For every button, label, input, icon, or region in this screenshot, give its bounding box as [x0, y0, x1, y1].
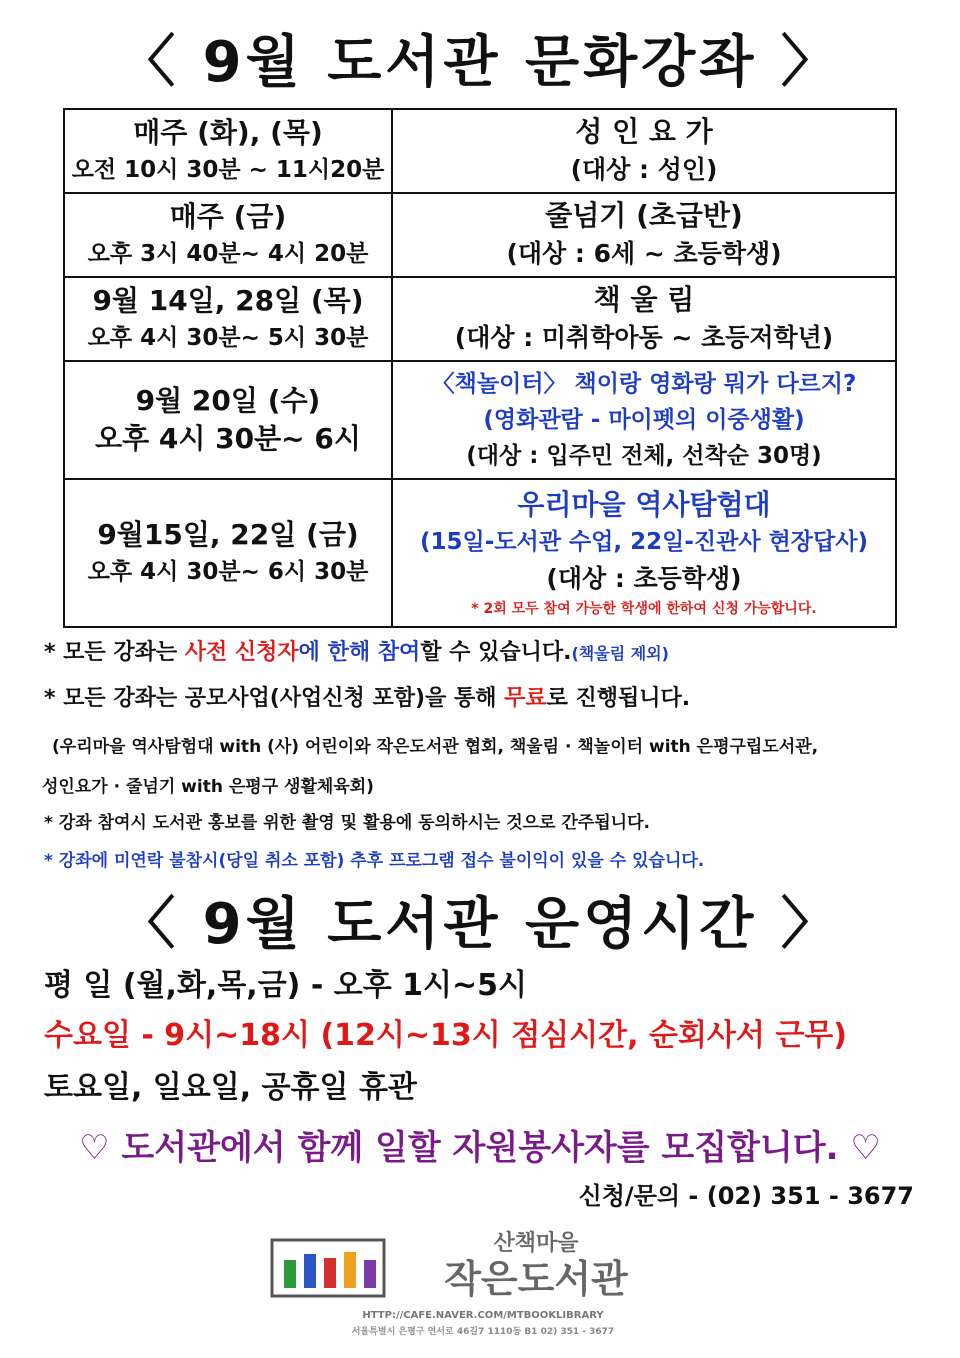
schedule-time-cell	[64, 109, 392, 193]
notice-text: * 모든 강좌는	[44, 640, 185, 665]
program-name: 성 인 요 가	[575, 115, 713, 148]
hours-closed: 토요일, 일요일, 공휴일 휴관	[44, 1070, 417, 1105]
schedule-time: 오후 3시 40분~ 4시 20분	[87, 241, 369, 267]
schedule-time: 오전 10시 30분 ~ 11시20분	[71, 157, 385, 183]
schedule-time: 오후 4시 30분~ 5시 30분	[87, 325, 369, 351]
program-note: * 2회 모두 참여 가능한 학생에 한하여 신청 가능합니다.	[471, 601, 817, 617]
hours-wednesday: 수요일 - 9시~18시 (12시~13시 점심시간, 순회사서 근무)	[44, 1018, 847, 1053]
program-target: (대상 : 미취학아동 ~ 초등저학년)	[454, 323, 834, 352]
notice-free	[44, 678, 924, 728]
notice-registration	[44, 638, 924, 678]
program-target: (대상 : 입주민 전체, 선착순 30명)	[466, 443, 822, 469]
schedule-day: 매주 (화), (목)	[133, 116, 323, 149]
schedule-time: 오후 4시 30분~ 6시 30분	[87, 559, 369, 585]
table-row	[64, 277, 896, 361]
schedule-program-cell	[392, 361, 896, 479]
notice-text: 로 진행됩니다.	[546, 686, 691, 711]
logo-top-text: 산책마을	[493, 1231, 579, 1256]
table-row	[64, 193, 896, 277]
contact-info: 신청/문의 - (02) 351 - 3677	[578, 1182, 914, 1210]
hours-title: 〈 9월 도서관 운영시간 〉	[119, 892, 841, 957]
program-name: 우리마을 역사탐험대	[517, 488, 771, 521]
table-row	[64, 361, 896, 479]
schedule-program-cell	[392, 193, 896, 277]
schedule-program-cell	[392, 109, 896, 193]
volunteer-recruit: ♡ 도서관에서 함께 일할 자원봉사자를 모집합니다. ♡	[79, 1128, 881, 1168]
schedule-time-cell	[64, 277, 392, 361]
logo-main-text: 작은도서관	[444, 1257, 628, 1301]
program-name: 〈책놀이터〉 책이랑 영화랑 뭐가 다르지?	[431, 371, 857, 397]
program-target: (대상 : 초등학생)	[546, 564, 742, 593]
hours-weekday: 평 일 (월,화,목,금) - 오후 1시~5시	[44, 968, 527, 1003]
notice-text: * 모든 강좌는 공모사업(사업신청 포함)을 통해	[44, 686, 505, 711]
library-logo	[268, 1226, 698, 1346]
lecture-title: 〈 9월 도서관 문화강좌 〉	[119, 30, 841, 95]
schedule-time-cell	[64, 361, 392, 479]
notice-no-show: * 강좌에 미연락 불참시(당일 취소 포함) 추후 프로그램 접수 불이익이 있을 수 있습니다.	[44, 851, 705, 871]
notice-highlight: 사전 신청자	[184, 640, 299, 665]
schedule-program-cell	[392, 479, 896, 627]
program-detail: (15일-도서관 수업, 22일-진관사 현장답사)	[420, 529, 868, 555]
logo-book	[364, 1260, 376, 1288]
schedule-day: 9월 20일 (수)	[135, 384, 321, 417]
schedule-day: 9월15일, 22일 (금)	[97, 518, 359, 551]
notice-text: 할 수 있습니다.	[420, 640, 572, 665]
logo-book	[284, 1260, 296, 1288]
program-target: (대상 : 6세 ~ 초등학생)	[506, 239, 782, 268]
library-logo-graphic	[268, 1226, 698, 1346]
notice-partners: (우리마을 역사탐험대 with (사) 어린이와 작은도서관 협회, 책울림 · 책놀이터 with 은평구립도서관,	[52, 737, 819, 757]
logo-url: HTTP://CAFE.NAVER.COM/MTBOOKLIBRARY	[362, 1310, 604, 1321]
notice-highlight: 무료	[504, 686, 547, 711]
schedule-day: 9월 14일, 28일 (목)	[92, 284, 364, 317]
schedule-time-cell	[64, 479, 392, 627]
lecture-schedule-table	[63, 108, 897, 628]
table-row	[64, 109, 896, 193]
logo-address: 서울특별시 은평구 연서로 46길7 1110동 B1 02) 351 - 3677	[351, 1327, 615, 1337]
program-name: 줄넘기 (초급반)	[545, 199, 743, 232]
program-target: (대상 : 성인)	[570, 155, 718, 184]
logo-book	[344, 1252, 356, 1288]
notice-exception: (책울림 제외)	[571, 644, 669, 663]
logo-book	[324, 1258, 336, 1288]
schedule-program-cell	[392, 277, 896, 361]
notice-photo-consent: * 강좌 참여시 도서관 홍보를 위한 촬영 및 활용에 동의하시는 것으로 간주됩니다.	[44, 813, 650, 833]
schedule-time: 오후 4시 30분~ 6시	[95, 422, 361, 455]
notice-highlight: 에 한해 참여	[298, 640, 421, 665]
program-detail: (영화관람 - 마이펫의 이중생활)	[483, 407, 805, 433]
program-name: 책 울 림	[593, 283, 695, 316]
table-row	[64, 479, 896, 627]
notice-list	[44, 638, 924, 886]
schedule-day: 매주 (금)	[169, 200, 287, 233]
schedule-time-cell	[64, 193, 392, 277]
notice-partners-cont: 성인요가 · 줄넘기 with 은평구 생활체육회)	[42, 777, 374, 797]
logo-book	[304, 1254, 316, 1288]
